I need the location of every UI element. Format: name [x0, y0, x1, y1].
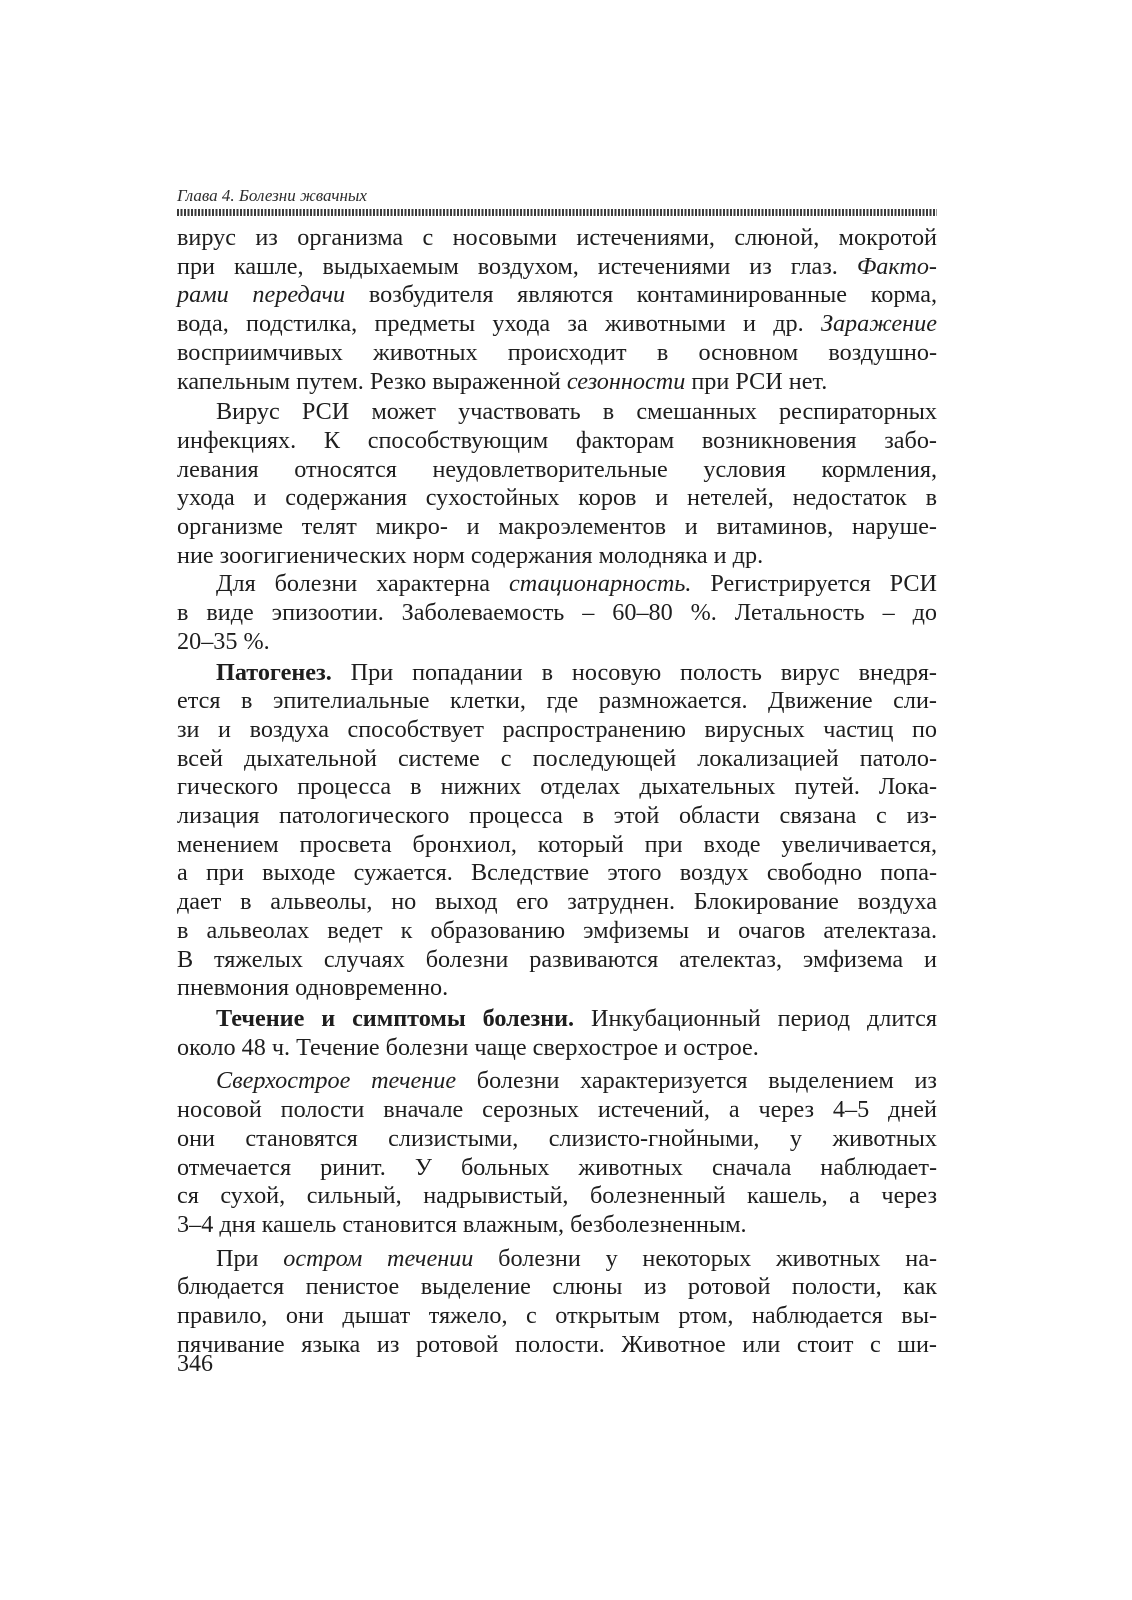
text-line: в виде эпизоотии. Заболеваемость – 60–80 %. Летальность – до: [177, 599, 937, 627]
text-line: организме телят микро- и макроэлементов и витаминов, наруше-: [177, 513, 937, 541]
text-line: пневмония одновременно.: [177, 974, 449, 1002]
text-line: правило, они дышат тяжело, с открытым ртом, наблюдается вы-: [177, 1302, 937, 1330]
text-line: отмечается ринит. У больных животных сначала наблюдает-: [177, 1153, 937, 1181]
text-line: восприимчивых животных происходит в основном воздушно-: [177, 338, 937, 366]
text-line: при кашле, выдыхаемым воздухом, истечениями из глаз. Факто-: [177, 252, 937, 280]
text-line: капельным путем. Резко выраженной сезонности при РСИ нет.: [177, 367, 828, 395]
text-line: в альвеолах ведет к образованию эмфиземы и очагов ателектаза.: [177, 916, 937, 944]
paragraph-acute: [177, 1245, 937, 1360]
text-line: вирус из организма с носовыми истечениями, слюной, мокротой: [177, 224, 937, 251]
paragraph-hyperacute: [177, 1067, 937, 1239]
text-line: носовой полости вначале серозных истечений, а через 4–5 дней: [177, 1096, 937, 1124]
text-line: всей дыхательной системе с последующей локализацией патоло-: [177, 744, 937, 772]
text-line: ся сухой, сильный, надрывистый, болезненный кашель, а через: [177, 1182, 937, 1210]
text-line: Сверхострое течение болезни характеризуется выделением из: [216, 1067, 937, 1095]
section-heading-pathogenesis: Патогенез.: [216, 658, 332, 686]
text-line: менением просвета бронхиол, который при входе увеличивается,: [177, 830, 937, 858]
text-line: около 48 ч. Течение болезни чаще сверхострое и острое.: [177, 1033, 759, 1061]
text-line: вода, подстилка, предметы ухода за животными и др. Заражение: [177, 310, 937, 338]
text-line: левания относятся неудовлетворительные условия кормления,: [177, 455, 937, 483]
paragraph-transmission: [177, 224, 937, 396]
paragraph-pathogenesis: [177, 659, 937, 1003]
text-line: пячивание языка из ротовой полости. Животное или стоит с ши-: [177, 1330, 937, 1358]
text-line: а при выходе сужается. Вследствие этого воздух свободно попа-: [177, 859, 937, 887]
text-line: При остром течении болезни у некоторых животных на-: [216, 1244, 938, 1272]
running-head: Глава 4. Болезни жвачных: [177, 186, 367, 205]
text-line: ние зоогигиенических норм содержания молодняка и др.: [177, 541, 764, 569]
text-line: ухода и содержания сухостойных коров и нетелей, недостаток в: [177, 484, 937, 512]
text-line: Для болезни характерна стационарность. Регистрируется РСИ: [216, 570, 938, 598]
text-line: рами передачи возбудителя являются контаминированные корма,: [177, 281, 937, 309]
paragraph-stationarity: [177, 570, 937, 656]
header-rule: [177, 209, 937, 216]
paragraph-mixed-infections: [177, 398, 937, 570]
text-line: 3–4 дня кашель становится влажным, безболезненным.: [177, 1210, 747, 1238]
text-line: Течение и симптомы болезни. Инкубационный период длится: [216, 1004, 937, 1032]
text-line: дает в альвеолы, но выход его затруднен. Блокирование воздуха: [177, 888, 937, 916]
text-line: блюдается пенистое выделение слюны из ротовой полости, как: [177, 1273, 937, 1301]
text-line: лизация патологического процесса в этой области связана с из-: [177, 802, 937, 830]
body-text: [177, 224, 937, 1359]
page-number: 346: [177, 1351, 213, 1377]
text-line: гического процесса в нижних отделах дыхательных путей. Лока-: [177, 773, 937, 801]
text-line: они становятся слизистыми, слизисто-гнойными, у животных: [177, 1124, 937, 1152]
section-heading-course: Течение и симптомы болезни.: [216, 1004, 575, 1032]
text-line: Патогенез. При попадании в носовую полость вирус внедря-: [216, 658, 937, 686]
text-line: инфекциях. К способствующим факторам возникновения забо-: [177, 426, 937, 454]
text-line: 20–35 %.: [177, 627, 270, 655]
text-line: ется в эпителиальные клетки, где размножается. Движение сли-: [177, 687, 937, 715]
paragraph-course-symptoms: [177, 1005, 937, 1062]
text-line: В тяжелых случаях болезни развиваются ателектаз, эмфизема и: [177, 945, 937, 973]
text-line: зи и воздуха способствует распространению вирусных частиц по: [177, 715, 937, 743]
text-line: Вирус РСИ может участвовать в смешанных респираторных: [216, 398, 937, 426]
